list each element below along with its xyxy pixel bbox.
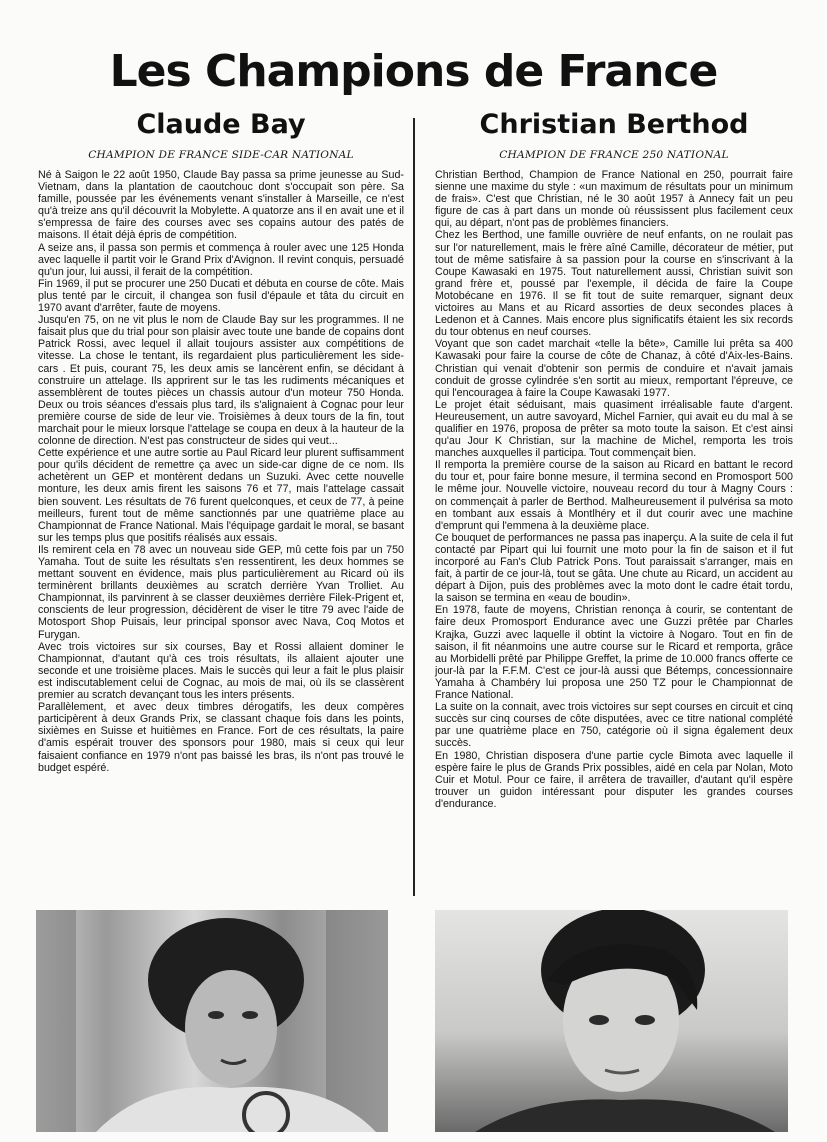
paragraph: En 1978, faute de moyens, Christian renonça à courir, se contentant de faire deux Promosport Endurance avec une Guzzi prêtée par Charles Krajka, Guzzi avec laquelle il obtint la victoire à Nogaro. Tout en fin de saison, il fit néanmoins une autre course sur le Ricard et remporta, grâce au Morbidelli prêté par Philippe Greffet, la prime de 10.000 francs offerte ce jour-là par la F.F.M. C'est ce jour-là aussi que Bétemps, concessionnaire Yamaha à Chambéry lui proposa une 250 TZ pour le Championnat de France National. — [435, 604, 793, 702]
paragraph: La suite on la connait, avec trois victoires sur sept courses en circuit et cinq succès sur cinq courses de côte disputées, avec ce titre national complété par une quatrième place en 750, catégorie où il signa également deux succès. — [435, 701, 793, 750]
paragraph: Jusqu'en 75, on ne vit plus le nom de Claude Bay sur les programmes. Il ne faisait plus que du trial pour son plaisir avec toute une bande de copains dont Patrick Rossi, avec lequel il allait toujours assister aux compétitions de vitesse. La chose le tentant, ils regardaient plus particulièrement les side-cars . Et puis, courant 75, les deux amis se lancèrent enfin, se décidant à construire un attelage. Ils apprirent sur le tas les rudiments mécaniques et assemblèrent de toutes pièces un chassis autour d'un moteur 750 Honda. Deux ou trois séances d'essais plus tard, ils s'alignaient à Cognac pour leur première course de side de leur vie. Troisièmes à deux tours de la fin, tout marchait pour le mieux lorsque l'attelage se coupa en deux à la hauteur de la colonne de direction. N'est pas constructeur de sides qui veut... — [38, 314, 404, 448]
paragraph: Né à Saigon le 22 août 1950, Claude Bay passa sa prime jeunesse au Sud-Vietnam, dans la plantation de caoutchouc dont s'occupait son père. Sa famille, poussée par les événements venant s'installer à Marseille, ce n'est qu'à treize ans qu'il découvrit la Mobylette. A quatorze ans il en avait une et il s'empressa de faire des courses avec ses copains autour des patés de maisons. Il était déjà épris de compétition. — [38, 169, 404, 242]
paragraph: Cette expérience et une autre sortie au Paul Ricard leur plurent suffisamment pour qu'ils décident de remettre ça avec un side-car digne de ce nom. Ils achetèrent un GEP et montèrent dedans un Suzuki. Avec cette nouvelle monture, les deux amis firent les saisons 76 et 77, mais l'attelage cassait bien souvent. Les résultats de 76 furent quelconques, et ceux de 77, à peine meilleurs, furent tout de même sanctionnés par une quatrième place au Championnat de France National. Mais l'équipage gardait le moral, se basant sur les temps plus que positifs réalisés aux essais. — [38, 447, 404, 544]
paragraph: Avec trois victoires sur six courses, Bay et Rossi allaient dominer le Championnat, d'autant qu'à ces trois résultats, ils allaient ajouter une seconde et une troisième places. Mais le succès qui leur a fait le plus plaisir est indiscutablement celui de Cognac, au mois de mai, où ils se classèrent premier au scratch devançant tous les inters présents. — [38, 640, 404, 702]
paragraph: Parallèlement, et avec deux timbres dérogatifs, les deux compères participèrent à deux Grands Prix, se classant chaque fois dans les points, sixièmes en Suisse et huitièmes en France. Fort de ces résultats, la paire d'amis espérait trouver des sponsors pour 1980, mais si ceux qui leur faisaient confiance en 1979 n'ont pas baissé les bras, ils n'ont pas trouvé le budget espéré. — [38, 701, 404, 774]
article-christian-berthod — [435, 106, 793, 810]
portrait-image — [435, 910, 788, 1132]
article-subtitle-right: CHAMPION DE FRANCE 250 NATIONAL — [499, 149, 729, 161]
paragraph: Le projet était séduisant, mais quasiment irréalisable faute d'argent. Heureusement, un autre savoyard, Michel Farnier, qui avait eu du mal à se qualifier en 1976, proposa de prêter sa moto toute la saison. Et c'est ainsi qu'au Jour K Christian, sur la machine de Michel, remporta les trois manches auxquelles il participa. Tout commençait bien. — [435, 398, 793, 460]
article-title-left: Claude Bay — [136, 109, 306, 140]
article-subtitle-left: CHAMPION DE FRANCE SIDE-CAR NATIONAL — [88, 149, 354, 161]
paragraph: Il remporta la première course de la saison au Ricard en battant le record du tour et, pour faire bonne mesure, il termina second en Promosport 500 le même jour. Nouvelle victoire, nouveau record du tour à Magny Cours : on commençait à parler de Berthod. Malheureusement il pulvérisa sa moto en tombant aux essais à Montlhéry et il dut courir avec une machine d'emprunt qui l'emmena à la deuxième place. — [435, 459, 793, 532]
paragraph: Ils remirent cela en 78 avec un nouveau side GEP, mû cette fois par un 750 Yamaha. Tout de suite les résultats s'en ressentirent, les deux hommes se mettant souvent en évidence, mais plus particulièrement au Ricard où ils terminèrent brillants deuxièmes au scratch derrière Yvan Trolliet. Au Championnat, ils parvinrent à se classer deuxièmes derrière Filek-Prigent et, conscients de leur progression, décidèrent de viser le titre 79 avec l'aide de Motosport Shop Puisais, leur principal sponsor avec Nava, Coq Motos et Furygan. — [38, 543, 404, 641]
article-title-right: Christian Berthod — [479, 109, 749, 140]
paragraph: Fin 1969, il put se procurer une 250 Ducati et débuta en course de côte. Mais plus tenté par le circuit, il changea son fusil d'épaule et tâta du circuit en 1970 avant d'arrêter, faute de moyens. — [38, 277, 404, 315]
article-claude-bay — [38, 106, 404, 774]
photo-claude-bay — [36, 910, 388, 1132]
portrait-image — [36, 910, 388, 1132]
paragraph: A seize ans, il passa son permis et commença à rouler avec une 125 Honda avec laquelle il partit voir le Grand Prix d'Avignon. Il revint conquis, persuadé qu'un jour, lui aussi, il ferait de la compétition. — [38, 241, 404, 278]
paragraph: Ce bouquet de performances ne passa pas inaperçu. A la suite de cela il fut contacté par Pipart qui lui fournit une moto pour la fin de saison et il fut incorporé au Fan's Club Patrick Pons. Tout paraissait s'arranger, mais en fait, à partir de ce jour-là, tout se gâta. Une chute au Ricard, un accident au départ à Dijon, puis des problèmes avec la moto dont le cadre était tordu, la saison se termina en «eau de boudin». — [435, 531, 793, 605]
article-body-right — [435, 169, 793, 810]
paragraph: Chez les Berthod, une famille ouvrière de neuf enfants, on ne roulait pas sur l'or naturellement, mais le frère aîné Camille, décorateur de métier, put tout de même satisfaire à sa passion pour la course en s'inscrivant à la Coupe Kawasaki en 1975. Tout naturellement aussi, Christian suivit son grand frère et, poussé par l'exemple, il décida de faire la Coupe Motobécane en 1976. Il se fit tout de suite remarquer, signant deux victoires au Mans et au Ricard assorties de deux secondes places à Ledenon et à Cannes. Mais encore plus significatifs étaient les six records du tour obtenus en neuf courses. — [435, 229, 793, 339]
page-headline: Les Champions de France — [109, 46, 718, 97]
column-divider — [413, 118, 415, 896]
paragraph: Voyant que son cadet marchait «telle la bête», Camille lui prêta sa 400 Kawasaki pour faire la course de côte de Chanaz, à côté d'Aix-les-Bains. Christian qui venait d'obtenir son permis de conduire et n'avait jamais conduit de grosse cylindrée s'en sortit au mieux, remportant l'épreuve, ce qui l'encouragea à faire la Coupe Kawasaki 1977. — [435, 338, 793, 399]
photo-christian-berthod — [435, 910, 788, 1132]
paragraph: En 1980, Christian disposera d'une partie cycle Bimota avec laquelle il espère faire le plus de Grands Prix possibles, aidé en cela par Nolan, Moto Cuir et Motul. Pour ce faire, il arrêtera de travailler, d'autant qu'il espère trouver un guidon intéressant pour disputer les grandes courses d'endurance. — [435, 749, 793, 810]
article-body-left — [38, 169, 404, 774]
paragraph: Christian Berthod, Champion de France National en 250, pourrait faire sienne une maxime du style : «un maximum de résultats pour un minimum de frais». C'est que Christian, né le 30 août 1957 à Annecy fait un peu figure de cas à part dans un monde où réussissent plus facilement ceux qui, au départ, n'ont pas de problèmes financiers. — [435, 169, 793, 230]
